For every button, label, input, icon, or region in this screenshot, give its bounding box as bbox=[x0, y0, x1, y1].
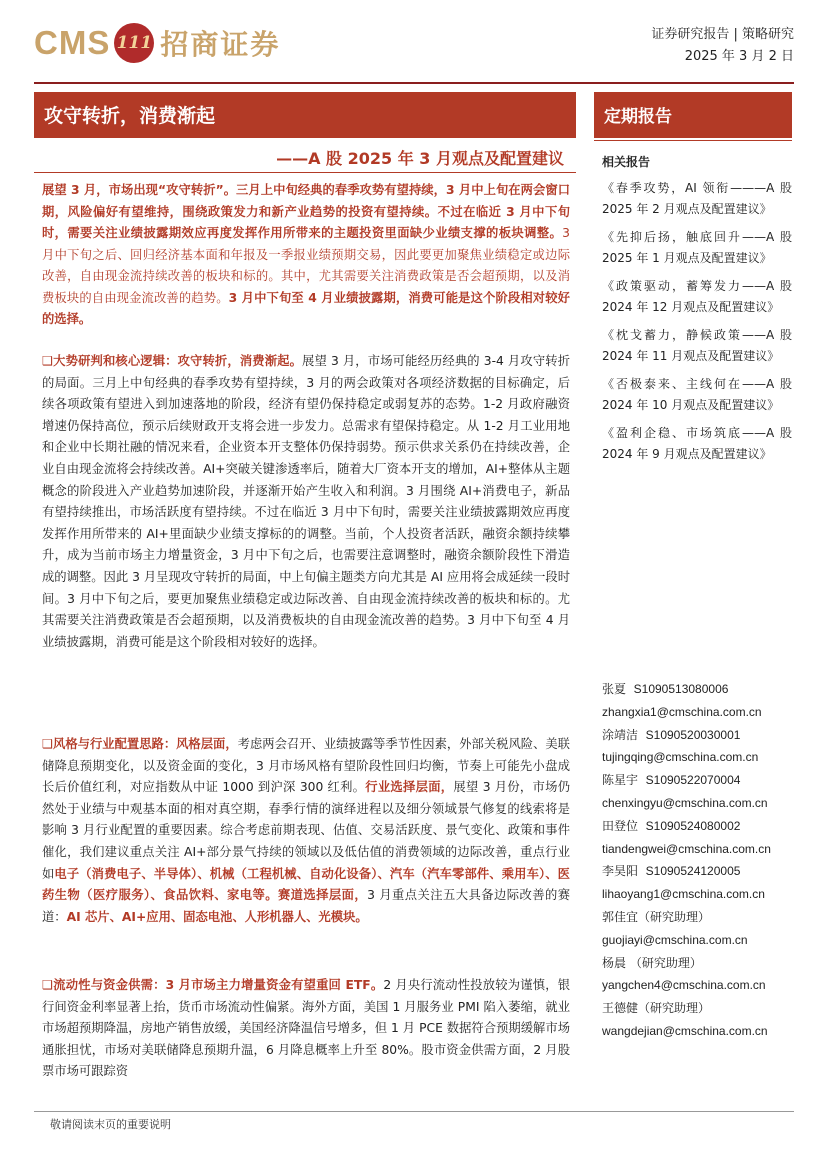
analyst-email[interactable]: guojiayi@cmschina.com.cn bbox=[602, 932, 748, 947]
report-category-banner bbox=[594, 92, 792, 138]
report-type: 证券研究报告 | 策略研究 bbox=[651, 27, 794, 42]
footer-divider bbox=[34, 1111, 794, 1112]
analyst-name: 涂靖洁 bbox=[602, 727, 639, 742]
bullet-icon: ❑ bbox=[42, 354, 54, 368]
bullet-icon: ❑ bbox=[42, 737, 54, 751]
analyst-email[interactable]: zhangxia1@cmschina.com.cn bbox=[602, 704, 762, 719]
analyst-email[interactable]: tujingqing@cmschina.com.cn bbox=[602, 750, 759, 765]
section-liquidity bbox=[42, 975, 570, 1083]
related-reports-title: 相关报告 bbox=[602, 155, 651, 169]
footer-note: 敬请阅读末页的重要说明 bbox=[50, 1118, 171, 1131]
industry-highlight: 电子（消费电子、半导体）、机械（工程机械、自动化设备）、汽车（汽车零部件、乘用车）、医药生物（医疗服务）、食品饮料、家电等。赛道选择层面， bbox=[42, 866, 570, 903]
analyst-entry bbox=[602, 906, 802, 929]
section-body: 展望 3 月，市场可能经历经典的 3-4 月攻守转折的局面。三月上中旬经典的春季攻势有望持续，3 月的两会政策对各项经济数据的目标确定，后续各项政策有望进入到加速落地的阶段，经济有望仍保持稳定或弱复苏的态势。1-2 月政府融资增速仍保持高位，预示后续财政开支将会进一步发力。总需求有望保持稳定。从 1-2 月工业用地和企业中长期社融的情况来看，企业资本开支整体仍保持弱势。预示供求关系仍在持续改善，企业自由现金流将会持续改善。AI+突破关键渗透率后，随着大厂资本开支的增加，AI+整体从主题概念的阶段进入产业趋势加速阶段，并逐渐开始产生收入和利润。3 月围绕 AI+消费电子，新品有望持续推出，市场活跃度有望持续。不过在临近 3 月中下旬时，需要关注业绩披露期效应再度发挥作用所带来的 AI+里面缺少业绩支撑标的的调整。当前，个人投资者活跃，融资余额持续攀升，成为当前市场主力增量资金，3 月中下旬之后，也需要注意调整时，融资余额阶段性下滑造成的调整。因此 3 月呈现攻守转折的局面，中上旬偏主题类方向尤其是 AI 应用将会成延续一段时间。3 月中下旬之后，要更加聚焦业绩稳定或边际改善、自由现金流持续改善的板块和标的。尤其需要关注消费政策是否会超预期，以及消费板块的自由现金流改善的趋势。3 月中下旬至 4 月业绩披露期，消费可能是这个阶段相对较好的选择。 bbox=[42, 354, 570, 649]
logo-company-name: 招商证券 bbox=[160, 28, 281, 61]
analyst-email[interactable]: lihaoyang1@cmschina.com.cn bbox=[602, 887, 765, 902]
title-banner bbox=[34, 92, 576, 138]
summary-bold-text: 展望 3 月，市场出现“攻守转折”。三月上中旬经典的春季攻势有望持续，3 月中上旬在两会窗口期，风险偏好有望维持，围绕政策发力和新产业趋势的投资有望持续。不过在临近 3 月中下旬时，需要关注业绩披露期效应再度发挥作用所带来的主题投资里面缺少业绩支撑的板块调整。 bbox=[42, 183, 570, 240]
section-body: 展望 3 月份，市场仍然处于业绩与中观基本面的相对真空期，春季行情的演绎进程以及细分领域景气修复的线索将是影响 3 月行业配置的重要因素。综合考虑前期表现、估值、交易活跃度、景气变化、政策和事件催化，我们建议重点关注 AI+部分景气持续的领域以及低估值的消费领域的边际改善，重点行业如 bbox=[42, 780, 570, 881]
company-logo bbox=[34, 22, 280, 64]
analyst-entry bbox=[602, 952, 802, 975]
analyst-name: 郭佳宜（研究助理） bbox=[602, 909, 711, 924]
related-report-link[interactable]: 《否极泰来、主线何在——A 股 2024 年 10 月观点及配置建议》 bbox=[602, 377, 792, 412]
summary-paragraph bbox=[42, 180, 570, 331]
header-meta bbox=[651, 24, 794, 68]
logo-cms-text: CMS bbox=[34, 24, 111, 61]
related-report-link[interactable]: 《先抑后扬，触底回升——A 股 2025 年 1 月观点及配置建议》 bbox=[602, 230, 792, 265]
analyst-email[interactable]: yangchen4@cmschina.com.cn bbox=[602, 978, 766, 993]
analyst-name: 田登位 bbox=[602, 818, 639, 833]
section-heading: 风格与行业配置思路：风格层面， bbox=[53, 737, 238, 751]
section-heading: 流动性与资金供需：3 月市场主力增量资金有望重回 ETF。 bbox=[53, 978, 384, 992]
analyst-entry bbox=[602, 724, 802, 747]
analyst-name: 杨晨 （研究助理） bbox=[602, 955, 702, 970]
analyst-email[interactable]: chenxingyu@cmschina.com.cn bbox=[602, 795, 768, 810]
related-report-link[interactable]: 《枕戈蓄力，静候政策——A 股 2024 年 11 月观点及配置建议》 bbox=[602, 328, 792, 363]
section-body: 2 月央行流动性投放较为谨慎，银行间资金利率显著上抬，货币市场流动性偏紧。海外方面，美国 1 月服务业 PMI 陷入萎缩，就业市场超预期降温，房地产销售放缓，美国经济降温信号增多，但 1 月 PCE 数据符合预期缓解市场通胀担忧，市场对美联储降息预期升温，6 月降息概率上升至 80%。股市资金供需方面，2 月股票市场可跟踪资 bbox=[42, 978, 571, 1079]
analyst-entry bbox=[602, 678, 802, 701]
summary-normal-text: 3 月中下旬之后、回归经济基本面和年报及一季报业绩预期交易，因此要更加聚焦业绩稳定或边际改善，自由现金流持续改善的板块和标的。其中，尤其需要关注消费政策是否会超预期，以及消费板块的自由现金流改善的趋势。 bbox=[42, 226, 570, 305]
analyst-id: S1090524120005 bbox=[645, 864, 741, 879]
analyst-email[interactable]: wangdejian@cmschina.com.cn bbox=[602, 1023, 768, 1038]
track-highlight: AI 芯片、AI+应用、固态电池、人形机器人、光模块。 bbox=[66, 909, 368, 924]
analyst-id: S1090522070004 bbox=[645, 773, 741, 788]
analyst-name: 李昊阳 bbox=[602, 864, 639, 879]
report-category: 定期报告 bbox=[604, 107, 672, 127]
analyst-name: 张夏 bbox=[602, 682, 627, 696]
analyst-id: S1090524080002 bbox=[645, 818, 741, 833]
analyst-entry bbox=[602, 860, 802, 883]
analyst-id: S1090520030001 bbox=[645, 727, 741, 742]
analyst-name: 王德健（研究助理） bbox=[602, 1001, 711, 1016]
bullet-icon: ❑ bbox=[42, 978, 54, 992]
section-body: 考虑两会召开、业绩披露等季节性因素，外部关税风险、美联储降息预期变化，以及资金面的变化，3 月市场风格有望阶段性回归均衡，节奏上可能先小盘成长后价值红利，对应指数从中证 1000 到沪深 300 红利。 bbox=[42, 737, 570, 795]
analyst-id: S1090513080006 bbox=[633, 682, 729, 696]
analyst-list bbox=[602, 678, 802, 1043]
logo-emblem-icon: 111 bbox=[114, 23, 154, 63]
summary-tail-text: 3 月中下旬至 4 月业绩披露期，消费可能是这个阶段相对较好的选择。 bbox=[42, 290, 570, 326]
page-subtitle: ——A 股 2025 年 3 月观点及配置建议 bbox=[276, 149, 564, 168]
section-body: 3 月重点关注五大具备边际改善的赛道： bbox=[42, 888, 570, 924]
section-style-industry bbox=[42, 734, 570, 928]
related-reports-list bbox=[602, 178, 792, 472]
analyst-entry bbox=[602, 769, 802, 792]
related-report-link[interactable]: 《盈利企稳、市场筑底——A 股 2024 年 9 月观点及配置建议》 bbox=[602, 426, 792, 461]
analyst-name: 陈星宇 bbox=[602, 773, 639, 788]
title-divider bbox=[34, 172, 576, 173]
related-report-link[interactable]: 《春季攻势，AI 领衔———A 股 2025 年 2 月观点及配置建议》 bbox=[602, 181, 792, 216]
page-title: 攻守转折，消费渐起 bbox=[44, 105, 216, 127]
related-report-link[interactable]: 《政策驱动，蓄筹发力——A 股 2024 年 12 月观点及配置建议》 bbox=[602, 279, 792, 314]
report-date: 2025 年 3 月 2 日 bbox=[684, 49, 794, 64]
section-market-outlook bbox=[42, 351, 570, 653]
section-heading: 大势研判和核心逻辑：攻守转折，消费渐起。 bbox=[53, 354, 303, 368]
analyst-entry bbox=[602, 997, 802, 1020]
header-divider bbox=[34, 82, 794, 84]
analyst-entry bbox=[602, 815, 802, 838]
analyst-email[interactable]: tiandengwei@cmschina.com.cn bbox=[602, 841, 771, 856]
sidebar-divider bbox=[594, 140, 792, 141]
section-subheading: 行业选择层面， bbox=[365, 780, 454, 795]
